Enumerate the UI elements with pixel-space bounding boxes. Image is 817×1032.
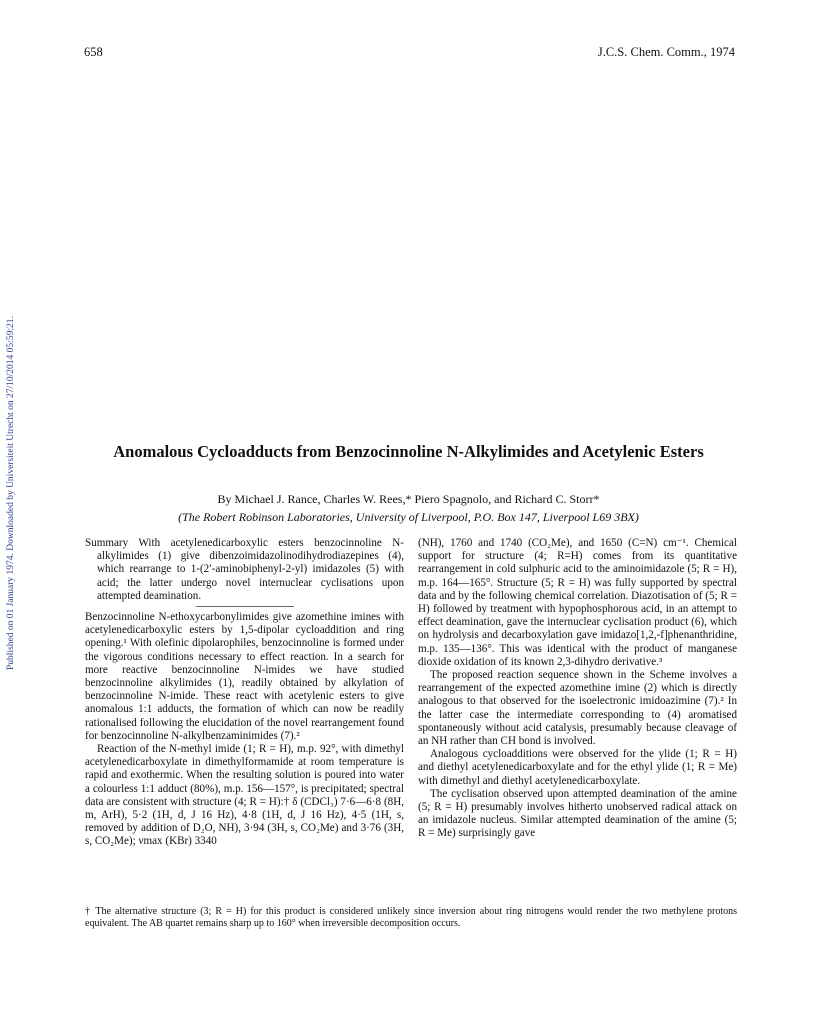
left-column [85,537,404,849]
article-title: Anomalous Cycloadducts from Benzocinnoline N-Alkylimides and Acetylenic Esters [113,442,704,461]
body-paragraph: Reaction of the N-methyl imide (1; R = H), m.p. 92°, with dimethyl acetylenedicarboxylate in dimethylformamide at room temperature is rapid and exothermic. When the resulting solution is poured into water a colourless 1:1 adduct (80%), m.p. 156—157°, is precipitated; spectral data are consistent with structure (4; R = H):† δ (CDCl₃) 7·6—6·8 (8H, m, ArH), 5·2 (1H, d, J 16 Hz), 4·8 (1H, d, J 16 Hz), 4·5 (1H, s, removed by addition of D₂O, NH), 3·94 (3H, s, CO₂Me) and 3·76 (3H, s, CO₂Me); νmax (KBr) 3340 [85,743,404,848]
right-column [418,537,737,841]
summary-divider [196,606,294,607]
summary-paragraph: Summary With acetylenedicarboxylic esters benzocinnoline N-alkylimides (1) give dibenzoimidazolinodihydrodiazepines (4), which rearrange to 1-(2′-aminobiphenyl-2-yl) imidazoles (5) with acid; the latter undergo novel internuclear cyclisations upon attempted deamination. [85,537,404,602]
author-line: By Michael J. Rance, Charles W. Rees,* Piero Spagnolo, and Richard C. Storr* [217,492,600,506]
affiliation: (The Robert Robinson Laboratories, University of Liverpool, P.O. Box 147, Liverpool L69 3BX) [178,510,639,524]
footnote: † The alternative structure (3; R = H) for this product is considered unlikely since inversion about ring nitrogens would render the two methylene protons equivalent. The AB quartet remains sharp up to 160° when irreversible decomposition occurs. [85,906,737,929]
body-paragraph: Benzocinnoline N-ethoxycarbonylimides give azomethine imines with acetylenedicarboxylic esters by 1,5-dipolar cycloaddition and ring opening.¹ With olefinic dipolarophiles, benzocinnoline is formed under the vigorous conditions necessary to effect reaction. In a search for more reactive benzocinnoline N-imides we have studied benzocinnoline alkylimides (1), readily obtained by alkylation of benzocinnoline N-imide. These react with acetylenic esters to give anomalous 1:1 adducts, the formation of which can now be readily rationalised following the elucidation of the novel rearrangement found for benzocinnoline N-alkylbenzaminimides (7).² [85,611,404,742]
body-paragraph: The proposed reaction sequence shown in the Scheme involves a rearrangement of the expected azomethine imine (2) which is directly analogous to that observed for the isoelectronic imidoazimine (7).² In the latter case the intermediate corresponding to (4) aromatised spontaneously without acid catalysis, presumably because cleavage of an NH rather than CH bond is involved. [418,669,737,748]
body-paragraph: The cyclisation observed upon attempted deamination of the amine (5; R = H) presumably involves hitherto unobserved radical attack on an imidazole nucleus. Similar attempted deamination of the amine (5; R = Me) surprisingly gave [418,787,737,840]
journal-header: J.C.S. Chem. Comm., 1974 [597,45,735,59]
body-paragraph: (NH), 1760 and 1740 (CO₂Me), and 1650 (C=N) cm⁻¹. Chemical support for structure (4; R=H) comes from its quantitative rearrangement in cold sulphuric acid to the aminoimidazole (5; R = H), m.p. 164—165°. Structure (5; R = H) was fully supported by spectral data and by the following chemical correlation. Diazotisation of (5; R = H) followed by treatment with hypophosphorous acid, in an attempt to effect deamination, gave the internuclear cyclisation product (6), which on hydrolysis and decarboxylation gave imidazo[1,2,-f]phenanthridine, m.p. 135—136°. This was identical with the product of manganese dioxide oxidation of its known 2,3-dihydro derivative.³ [418,537,737,668]
download-notice[interactable]: Published on 01 January 1974. Downloaded by Universiteit Utrecht on 27/10/2014 05:59:21. [6,316,16,670]
body-paragraph: Analogous cycloadditions were observed for the ylide (1; R = H) and diethyl acetylenedicarboxylate and for the ethyl ylide (1; R = Me) with dimethyl and diethyl acetylenedicarboxylate. [418,748,737,787]
page-number: 658 [84,45,103,59]
